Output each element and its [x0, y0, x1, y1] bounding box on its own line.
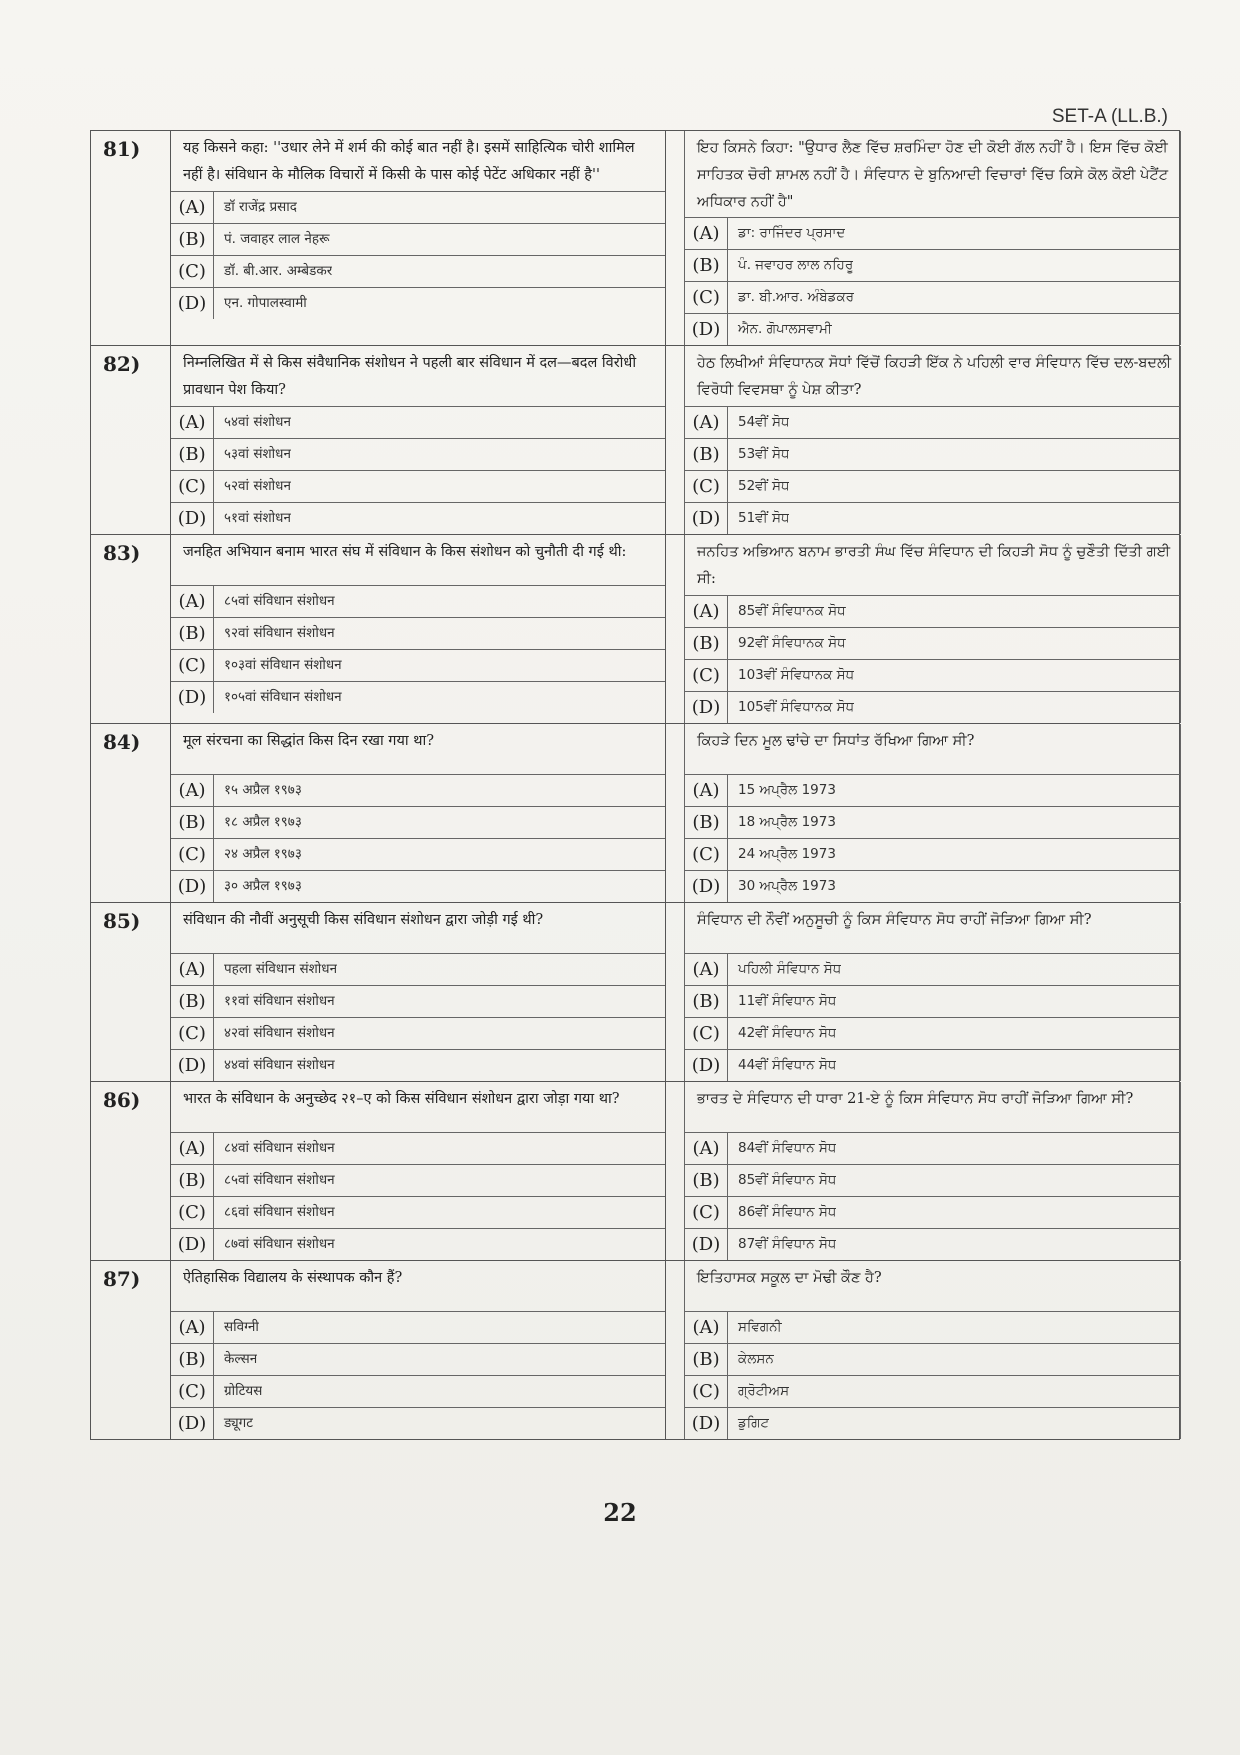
question-text-punjabi: ਜਨਹਿਤ ਅਭਿਆਨ ਬਨਾਮ ਭਾਰਤੀ ਸੰਘ ਵਿੱਚ ਸੰਵਿਧਾਨ ਦੀ ਕਿਹੜੀ ਸੋਧ ਨੂੰ ਚੁਣੌਤੀ ਦਿੱਤੀ ਗਈ ਸੀ: — [684, 535, 1181, 596]
option-label: (D) — [171, 503, 214, 534]
option-label: (D) — [685, 1408, 728, 1439]
question-row — [91, 1082, 1179, 1261]
answer-option — [684, 1197, 1181, 1229]
option-text: ਗ੍ਰੋਟੀਅਸ — [738, 1382, 790, 1399]
question-punjabi-column — [666, 903, 1181, 1081]
question-row — [91, 724, 1179, 903]
option-label: (A) — [171, 407, 214, 438]
option-label: (C) — [685, 660, 728, 691]
answer-option — [171, 775, 665, 807]
option-label: (A) — [685, 1133, 728, 1164]
option-label: (C) — [685, 839, 728, 870]
answer-option — [171, 586, 665, 618]
question-hindi-column — [171, 131, 666, 345]
answer-option — [171, 839, 665, 871]
option-text: 85ਵੀਂ ਸੰਵਿਧਾਨਕ ਸੋਧ — [738, 602, 846, 619]
option-text: 84ਵੀਂ ਸੰਵਿਧਾਨ ਸੋਧ — [738, 1139, 837, 1156]
option-label: (D) — [685, 503, 728, 534]
option-text: 85ਵੀਂ ਸੰਵਿਧਾਨ ਸੋਧ — [738, 1171, 837, 1188]
option-text: ५१वां संशोधन — [224, 510, 291, 527]
answer-option — [684, 660, 1181, 692]
answer-option — [171, 471, 665, 503]
option-label: (A) — [171, 954, 214, 985]
question-text-punjabi: ਇਹ ਕਿਸਨੇ ਕਿਹਾ: "ਉਧਾਰ ਲੈਣ ਵਿੱਚ ਸ਼ਰਮਿੰਦਾ ਹੋਣ ਦੀ ਕੋਈ ਗੱਲ ਨਹੀਂ ਹੈ। ਇਸ ਵਿੱਚ ਕੋਈ ਸਾਹਿਤਕ ਚੋਰੀ ਸ਼ਾਮਲ ਨਹੀਂ ਹੈ। ਸੰਵਿਧਾਨ ਦੇ ਬੁਨਿਆਦੀ ਵਿਚਾਰਾਂ ਵਿੱਚ ਕਿਸੇ ਕੋਲ ਕੋਈ ਪੇਟੈਂਟ ਅਧਿਕਾਰ ਨਹੀਂ ਹੈ" — [684, 131, 1181, 218]
question-row — [91, 535, 1179, 724]
option-label: (A) — [685, 218, 728, 249]
answer-option — [684, 1229, 1181, 1260]
answer-option — [171, 224, 665, 256]
answer-option — [171, 1376, 665, 1408]
question-text-hindi: संविधान की नौवीं अनुसूची किस संविधान संशोधन द्वारा जोड़ी गई थी? — [171, 903, 665, 954]
option-text: 105ਵੀਂ ਸੰਵਿਧਾਨਕ ਸੋਧ — [738, 698, 855, 715]
option-text: ਡਾ. ਬੀ.ਆਰ. ਅੰਬੇਡਕਰ — [738, 289, 855, 306]
answer-option — [171, 407, 665, 439]
answer-option — [171, 1197, 665, 1229]
option-text: ८४वां संविधान संशोधन — [224, 1139, 335, 1156]
question-row — [91, 346, 1179, 535]
question-hindi-column — [171, 1261, 666, 1439]
question-hindi-column — [171, 535, 666, 723]
option-label: (B) — [685, 628, 728, 659]
answer-option — [684, 471, 1181, 503]
option-label: (A) — [171, 192, 214, 223]
question-row — [91, 131, 1179, 346]
option-text: 18 ਅਪ੍ਰੈਲ 1973 — [738, 813, 836, 830]
question-text-punjabi: ਹੇਠ ਲਿਖੀਆਂ ਸੰਵਿਧਾਨਕ ਸੋਧਾਂ ਵਿੱਚੋਂ ਕਿਹੜੀ ਇੱਕ ਨੇ ਪਹਿਲੀ ਵਾਰ ਸੰਵਿਧਾਨ ਵਿੱਚ ਦਲ-ਬਦਲੀ ਵਿਰੋਧੀ ਵਿਵਸਥਾ ਨੂੰ ਪੇਸ਼ ਕੀਤਾ? — [684, 346, 1181, 407]
question-punjabi-column — [666, 1261, 1181, 1439]
question-table — [90, 130, 1180, 1440]
question-text-punjabi: ਕਿਹੜੇ ਦਿਨ ਮੂਲ ਢਾਂਚੇ ਦਾ ਸਿਧਾਂਤ ਰੱਖਿਆ ਗਿਆ ਸੀ? — [684, 724, 1181, 775]
option-label: (D) — [171, 1050, 214, 1081]
question-row — [91, 903, 1179, 1082]
answer-option — [684, 1050, 1181, 1081]
answer-option — [684, 775, 1181, 807]
question-punjabi-column — [666, 535, 1181, 723]
question-hindi-column — [171, 346, 666, 534]
question-number: 84) — [91, 724, 171, 902]
option-text: १०५वां संविधान संशोधन — [224, 689, 342, 706]
question-text-punjabi: ਸੰਵਿਧਾਨ ਦੀ ਨੌਵੀਂ ਅਨੁਸੂਚੀ ਨੂੰ ਕਿਸ ਸੰਵਿਧਾਨ ਸੋਧ ਰਾਹੀਂ ਜੋੜਿਆ ਗਿਆ ਸੀ? — [684, 903, 1181, 954]
option-text: ग्रोटियस — [224, 1382, 263, 1399]
option-label: (D) — [171, 288, 214, 319]
answer-option — [171, 1408, 665, 1439]
option-text: 24 ਅਪ੍ਰੈਲ 1973 — [738, 845, 836, 862]
option-label: (C) — [685, 1376, 728, 1407]
option-label: (A) — [171, 1312, 214, 1343]
option-text: ११वां संविधान संशोधन — [224, 992, 335, 1009]
answer-option — [684, 1376, 1181, 1408]
option-text: ਪੰ. ਜਵਾਹਰ ਲਾਲ ਨਹਿਰੂ — [738, 257, 854, 274]
question-number: 82) — [91, 346, 171, 534]
option-text: ਕੇਲਸਨ — [738, 1350, 774, 1367]
option-text: ਸਵਿਗਨੀ — [738, 1318, 782, 1335]
answer-option — [684, 503, 1181, 534]
answer-option — [171, 503, 665, 534]
option-label: (B) — [171, 439, 214, 470]
question-number: 87) — [91, 1261, 171, 1439]
answer-option — [684, 1165, 1181, 1197]
option-label: (C) — [685, 1018, 728, 1049]
answer-option — [171, 1312, 665, 1344]
option-label: (A) — [685, 954, 728, 985]
answer-option — [171, 288, 665, 319]
option-label: (C) — [171, 839, 214, 870]
answer-option — [684, 407, 1181, 439]
answer-option — [171, 1018, 665, 1050]
answer-option — [684, 871, 1181, 902]
option-text: ५३वां संशोधन — [224, 446, 291, 463]
option-label: (D) — [171, 1229, 214, 1260]
answer-option — [171, 807, 665, 839]
answer-option — [684, 250, 1181, 282]
option-label: (D) — [171, 871, 214, 902]
question-hindi-column — [171, 903, 666, 1081]
option-label: (C) — [171, 650, 214, 681]
answer-option — [684, 692, 1181, 723]
question-text-hindi: मूल संरचना का सिद्धांत किस दिन रखा गया था? — [171, 724, 665, 775]
question-row — [91, 1261, 1179, 1439]
question-text-hindi: निम्नलिखित में से किस संवैधानिक संशोधन ने पहली बार संविधान में दल—बदल विरोधी प्रावधान पेश किया? — [171, 346, 665, 407]
set-label: SET-A (LL.B.) — [1051, 106, 1168, 127]
option-text: ४४वां संविधान संशोधन — [224, 1056, 335, 1073]
question-punjabi-column — [666, 131, 1181, 345]
option-label: (B) — [685, 1344, 728, 1375]
answer-option — [684, 596, 1181, 628]
option-text: ५२वां संशोधन — [224, 478, 291, 495]
option-label: (B) — [171, 986, 214, 1017]
option-text: 103ਵੀਂ ਸੰਵਿਧਾਨਕ ਸੋਧ — [738, 666, 855, 683]
option-text: २४ अप्रैल १९७३ — [224, 845, 302, 862]
question-number: 85) — [91, 903, 171, 1081]
option-text: 53ਵੀਂ ਸੋਧ — [738, 446, 790, 463]
option-label: (B) — [171, 807, 214, 838]
question-text-hindi: भारत के संविधान के अनुच्छेद २१–ए को किस संविधान संशोधन द्वारा जोड़ा गया था? — [171, 1082, 665, 1133]
option-label: (B) — [685, 439, 728, 470]
option-text: डॉ राजेंद्र प्रसाद — [224, 198, 297, 215]
option-text: एन. गोपालस्वामी — [224, 294, 307, 311]
answer-option — [171, 650, 665, 682]
answer-option — [684, 839, 1181, 871]
question-text-punjabi: ਭਾਰਤ ਦੇ ਸੰਵਿਧਾਨ ਦੀ ਧਾਰਾ 21-ਏ ਨੂੰ ਕਿਸ ਸੰਵਿਧਾਨ ਸੋਧ ਰਾਹੀਂ ਜੋੜਿਆ ਗਿਆ ਸੀ? — [684, 1082, 1181, 1133]
option-text: 15 ਅਪ੍ਰੈਲ 1973 — [738, 781, 836, 798]
answer-option — [684, 218, 1181, 250]
option-text: पं. जवाहर लाल नेहरू — [224, 230, 330, 247]
option-text: 42ਵੀਂ ਸੰਵਿਧਾਨ ਸੋਧ — [738, 1024, 837, 1041]
option-text: ८५वां संविधान संशोधन — [224, 593, 335, 610]
option-text: 51ਵੀਂ ਸੋਧ — [738, 510, 790, 527]
answer-option — [171, 1133, 665, 1165]
option-text: 92ਵੀਂ ਸੰਵਿਧਾਨਕ ਸੋਧ — [738, 634, 846, 651]
answer-option — [171, 192, 665, 224]
option-text: 11ਵੀਂ ਸੰਵਿਧਾਨ ਸੋਧ — [738, 992, 837, 1009]
option-label: (B) — [171, 1165, 214, 1196]
answer-option — [684, 1344, 1181, 1376]
option-text: १०३वां संविधान संशोधन — [224, 657, 342, 674]
option-text: 86ਵੀਂ ਸੰਵਿਧਾਨ ਸੋਧ — [738, 1203, 837, 1220]
question-text-hindi: ऐतिहासिक विद्यालय के संस्थापक कौन हैं? — [171, 1261, 665, 1312]
option-text: सविग्नी — [224, 1318, 259, 1335]
option-label: (C) — [171, 471, 214, 502]
question-text-punjabi: ਇਤਿਹਾਸਕ ਸਕੂਲ ਦਾ ਮੋਢੀ ਕੌਣ ਹੈ? — [684, 1261, 1181, 1312]
option-label: (D) — [685, 1050, 728, 1081]
question-number: 81) — [91, 131, 171, 345]
answer-option — [171, 1229, 665, 1260]
answer-option — [684, 1312, 1181, 1344]
answer-option — [684, 986, 1181, 1018]
answer-option — [684, 1133, 1181, 1165]
option-label: (B) — [685, 250, 728, 281]
option-text: ਡਾ: ਰਾਜਿੰਦਰ ਪ੍ਰਸਾਦ — [738, 225, 846, 242]
option-label: (C) — [685, 1197, 728, 1228]
option-label: (C) — [171, 1197, 214, 1228]
answer-option — [171, 954, 665, 986]
option-label: (D) — [171, 682, 214, 713]
answer-option — [684, 1018, 1181, 1050]
option-label: (B) — [685, 986, 728, 1017]
option-label: (B) — [171, 224, 214, 255]
question-text-hindi: यह किसने कहा: ''उधार लेने में शर्म की कोई बात नहीं है। इसमें साहित्यिक चोरी शामिल नहीं है। संविधान के मौलिक विचारों में किसी के पास कोई पेटेंट अधिकार नहीं है'' — [171, 131, 665, 192]
answer-option — [171, 1344, 665, 1376]
option-text: 44ਵੀਂ ਸੰਵਿਧਾਨ ਸੋਧ — [738, 1056, 837, 1073]
question-punjabi-column — [666, 1082, 1181, 1260]
option-label: (C) — [685, 282, 728, 313]
option-text: १५ अप्रैल १९७३ — [224, 781, 302, 798]
option-label: (A) — [685, 1312, 728, 1343]
answer-option — [171, 682, 665, 713]
option-label: (C) — [685, 471, 728, 502]
answer-option — [171, 618, 665, 650]
option-text: 87ਵੀਂ ਸੰਵਿਧਾਨ ਸੋਧ — [738, 1235, 837, 1252]
option-text: ਪਹਿਲੀ ਸੰਵਿਧਾਨ ਸੋਧ — [738, 960, 842, 977]
option-text: ड्यूगट — [224, 1414, 254, 1431]
option-text: १८ अप्रैल १९७३ — [224, 813, 302, 830]
option-text: केल्सन — [224, 1350, 258, 1367]
answer-option — [684, 1408, 1181, 1439]
page-number: 22 — [603, 1498, 637, 1527]
option-label: (B) — [685, 807, 728, 838]
option-text: 30 ਅਪ੍ਰੈਲ 1973 — [738, 877, 836, 894]
question-number: 83) — [91, 535, 171, 723]
answer-option — [171, 1165, 665, 1197]
question-punjabi-column — [666, 346, 1181, 534]
option-text: ਡੁਗਿਟ — [738, 1414, 770, 1431]
option-label: (A) — [685, 596, 728, 627]
option-text: ८६वां संविधान संशोधन — [224, 1203, 335, 1220]
option-label: (C) — [171, 1018, 214, 1049]
answer-option — [684, 314, 1181, 345]
option-label: (A) — [171, 775, 214, 806]
answer-option — [684, 628, 1181, 660]
option-label: (B) — [685, 1165, 728, 1196]
option-text: ८७वां संविधान संशोधन — [224, 1235, 335, 1252]
option-text: ४२वां संविधान संशोधन — [224, 1024, 335, 1041]
answer-option — [684, 439, 1181, 471]
option-text: ਐਨ. ਗੋਪਾਲਸਵਾਮੀ — [738, 321, 832, 338]
option-label: (D) — [685, 871, 728, 902]
option-text: ८५वां संविधान संशोधन — [224, 1171, 335, 1188]
option-text: पहला संविधान संशोधन — [224, 960, 338, 977]
option-label: (A) — [685, 775, 728, 806]
option-label: (A) — [685, 407, 728, 438]
answer-option — [171, 871, 665, 902]
option-label: (D) — [171, 1408, 214, 1439]
question-hindi-column — [171, 724, 666, 902]
option-label: (A) — [171, 1133, 214, 1164]
option-text: ५४वां संशोधन — [224, 414, 291, 431]
question-punjabi-column — [666, 724, 1181, 902]
option-label: (A) — [171, 586, 214, 617]
option-text: 54ਵੀਂ ਸੋਧ — [738, 414, 790, 431]
answer-option — [171, 1050, 665, 1081]
answer-option — [684, 954, 1181, 986]
option-label: (D) — [685, 1229, 728, 1260]
option-text: 52ਵੀਂ ਸੋਧ — [738, 478, 790, 495]
question-text-hindi: जनहित अभियान बनाम भारत संघ में संविधान के किस संशोधन को चुनौती दी गई थी: — [171, 535, 665, 586]
answer-option — [171, 986, 665, 1018]
option-label: (C) — [171, 256, 214, 287]
question-hindi-column — [171, 1082, 666, 1260]
answer-option — [171, 256, 665, 288]
option-label: (B) — [171, 1344, 214, 1375]
option-text: ९२वां संविधान संशोधन — [224, 625, 335, 642]
option-text: ३० अप्रैल १९७३ — [224, 877, 302, 894]
option-label: (D) — [685, 314, 728, 345]
option-text: डॉ. बी.आर. अम्बेडकर — [224, 262, 333, 279]
answer-option — [684, 282, 1181, 314]
option-label: (C) — [171, 1376, 214, 1407]
answer-option — [171, 439, 665, 471]
option-label: (D) — [685, 692, 728, 723]
answer-option — [684, 807, 1181, 839]
question-number: 86) — [91, 1082, 171, 1260]
option-label: (B) — [171, 618, 214, 649]
